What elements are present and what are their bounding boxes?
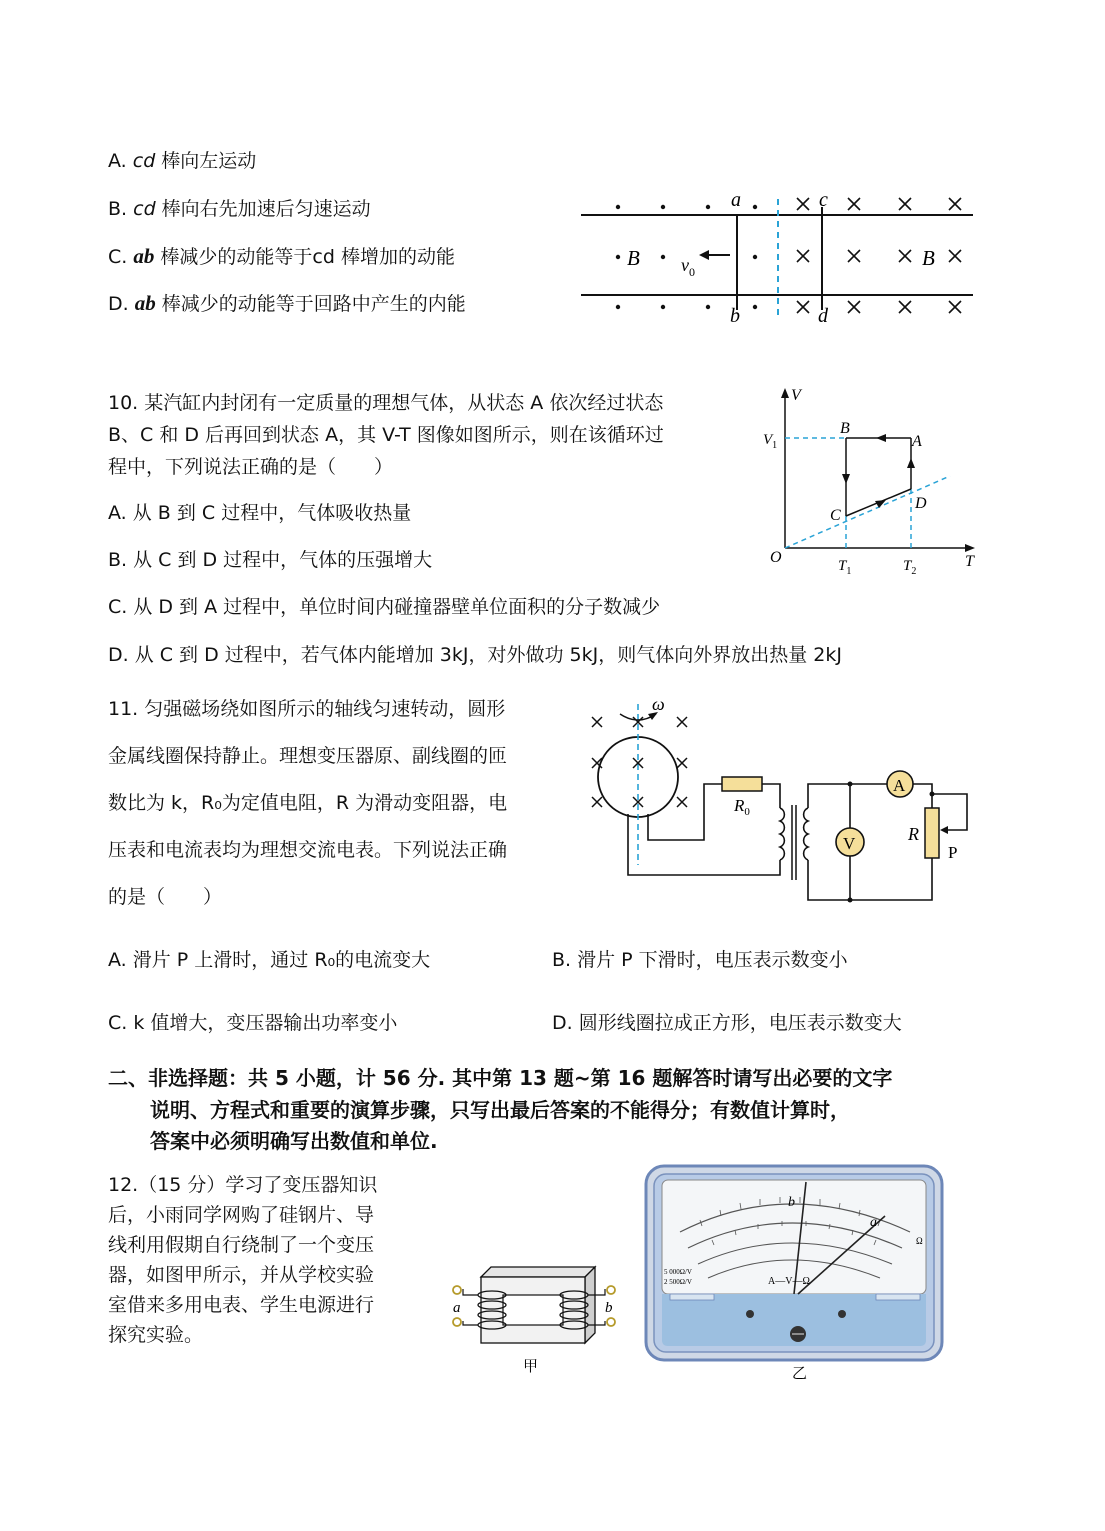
- axis-v-label: V: [791, 387, 801, 404]
- axis-t-label: T: [965, 553, 974, 570]
- q11-stem-line-5: 的是（ ）: [108, 886, 223, 908]
- section-2-line-3: 答案中必须明确写出数值和单位.: [150, 1129, 438, 1153]
- q12-line-4: 器，如图甲所示，并从学校实验: [108, 1264, 375, 1286]
- state-c-label: C: [830, 507, 841, 524]
- omega-end-label: Ω: [916, 1236, 923, 1246]
- q10-option-a: A. 从 B 到 C 过程中，气体吸收热量: [108, 502, 412, 524]
- q9-option-a: A. cd 棒向左运动: [108, 150, 257, 172]
- q11-option-d: D. 圆形线圈拉成正方形，电压表示数变大: [552, 1012, 902, 1034]
- t2-label: $T_2$: [903, 558, 917, 575]
- q11-stem-line-1: 11. 匀强磁场绕如图所示的轴线匀速转动，圆形: [108, 698, 506, 720]
- terminal-b-label: b: [605, 1300, 613, 1316]
- label-d: d: [818, 305, 828, 327]
- voltmeter-label: V: [843, 834, 856, 853]
- spec-label-2: 2 500Ω/V: [664, 1278, 692, 1286]
- q11-stem-line-4: 压表和电流表均为理想交流电表。下列说法正确: [108, 839, 508, 861]
- q9-option-b: B. cd 棒向右先加速后匀速运动: [108, 198, 371, 220]
- q9-option-d: D. ab 棒减少的动能等于回路中产生的内能: [108, 291, 466, 315]
- r-label: R: [908, 824, 919, 844]
- q12-line-1: 12.（15 分）学习了变压器知识: [108, 1174, 378, 1196]
- q9-rails-figure: [575, 185, 980, 330]
- dial-bottom-label: A—V—Ω: [768, 1276, 810, 1287]
- label-b: b: [730, 305, 740, 327]
- caption-yi: 乙: [792, 1364, 808, 1382]
- q12-line-6: 探究实验。: [108, 1324, 204, 1346]
- q11-circuit-figure: [582, 690, 977, 915]
- q11-stem-line-2: 金属线圈保持静止。理想变压器原、副线圈的匝: [108, 745, 508, 767]
- screw-right-icon: [838, 1310, 846, 1318]
- state-d-label: D: [915, 495, 927, 512]
- v1-label: $V_1$: [763, 432, 778, 451]
- q11-option-c: C. k 值增大，变压器输出功率变小: [108, 1012, 398, 1034]
- screw-left-icon: [746, 1310, 754, 1318]
- q10-stem-line-3: 程中，下列说法正确的是（ ）: [108, 456, 394, 478]
- caption-jia: 甲: [523, 1357, 539, 1375]
- q10-option-b: B. 从 C 到 D 过程中，气体的压强增大: [108, 549, 433, 571]
- terminal-a-label: a: [453, 1300, 461, 1316]
- section-2-line-1: 二、非选择题：共 5 小题，计 56 分. 其中第 13 题~第 16 题解答时请写出必要的文字: [108, 1066, 893, 1090]
- label-c: c: [819, 189, 828, 211]
- omega-label: ω: [652, 694, 665, 714]
- spec-label-1: 5 000Ω/V: [664, 1268, 692, 1276]
- label-v0: $v_0$: [681, 255, 695, 279]
- state-b-label: B: [840, 420, 850, 437]
- t1-label: $T_1$: [838, 558, 852, 575]
- label-a: a: [731, 189, 741, 211]
- multimeter-figure-yi: [640, 1160, 950, 1385]
- q12-line-5: 室借来多用电表、学生电源进行: [108, 1294, 375, 1316]
- q10-option-c: C. 从 D 到 A 过程中，单位时间内碰撞器壁单位面积的分子数减少: [108, 596, 661, 618]
- q10-stem-line-2: B、C 和 D 后再回到状态 A，其 V-T 图像如图所示，则在该循环过: [108, 424, 664, 446]
- q12-line-2: 后，小雨同学网购了硅钢片、导: [108, 1204, 375, 1226]
- r0-label: $R_0$: [734, 796, 750, 818]
- q10-stem-line-1: 10. 某汽缸内封闭有一定质量的理想气体，从状态 A 依次经过状态: [108, 392, 664, 414]
- q11-stem-line-3: 数比为 k，R₀为定值电阻，R 为滑动变阻器，电: [108, 792, 508, 814]
- transformer-figure-jia: [445, 1255, 625, 1380]
- p-label: P: [948, 843, 958, 862]
- label-b-left: B: [627, 246, 640, 270]
- q11-option-a: A. 滑片 P 上滑时，通过 R₀的电流变大: [108, 949, 431, 971]
- needle-b-label: b: [788, 1195, 795, 1210]
- q10-option-d: D. 从 C 到 D 过程中，若气体内能增加 3kJ，对外做功 5kJ，则气体向外界放出热量 2kJ: [108, 644, 842, 666]
- label-b-right: B: [922, 246, 935, 270]
- q9-option-c: C. ab 棒减少的动能等于cd 棒增加的动能: [108, 244, 455, 268]
- state-a-label: A: [912, 433, 922, 450]
- origin-label: O: [770, 549, 782, 566]
- needle-a-label: a: [870, 1215, 877, 1230]
- q10-vt-graph: [760, 380, 982, 575]
- section-2-line-2: 说明、方程式和重要的演算步骤，只写出最后答案的不能得分；有数值计算时，: [150, 1098, 850, 1122]
- q12-line-3: 线利用假期自行绕制了一个变压: [108, 1234, 375, 1256]
- q11-option-b: B. 滑片 P 下滑时，电压表示数变小: [552, 949, 848, 971]
- ammeter-label: A: [893, 776, 906, 795]
